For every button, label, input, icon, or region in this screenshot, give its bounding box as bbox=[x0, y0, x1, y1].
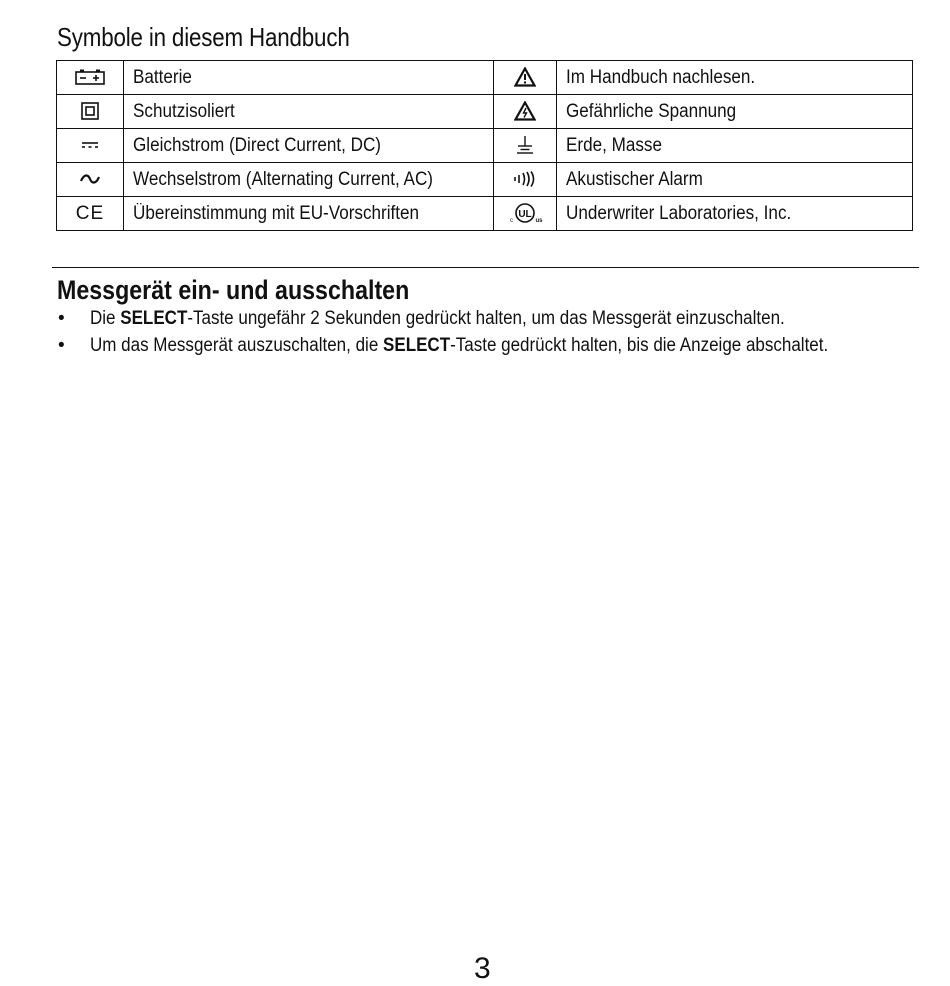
symbol-description: Gleichstrom (Direct Current, DC) bbox=[133, 134, 381, 156]
warning-triangle-icon bbox=[494, 61, 557, 95]
page-number: 3 bbox=[474, 952, 491, 985]
table-row bbox=[57, 129, 913, 163]
high-voltage-icon bbox=[494, 95, 557, 129]
ul-c-text: c bbox=[510, 218, 513, 225]
symbol-description: Akustischer Alarm bbox=[566, 168, 703, 190]
table-row bbox=[57, 197, 913, 231]
symbol-description: Wechselstrom (Alternating Current, AC) bbox=[133, 168, 433, 190]
symbol-description: Im Handbuch nachlesen. bbox=[566, 66, 756, 88]
symbol-description: Batterie bbox=[133, 66, 192, 88]
list-item-text bbox=[90, 308, 785, 330]
list-item-key: SELECT bbox=[383, 335, 451, 356]
ground-icon bbox=[494, 129, 557, 163]
section-heading: Messgerät ein- und ausschalten bbox=[57, 275, 410, 305]
symbol-description: Übereinstimmung mit EU-Vorschriften bbox=[133, 202, 420, 224]
ce-mark-icon bbox=[57, 197, 124, 231]
battery-icon bbox=[57, 61, 124, 95]
symbol-description: Underwriter Laboratories, Inc. bbox=[566, 202, 792, 224]
beeper-icon bbox=[494, 163, 557, 197]
ce-mark-text: CE bbox=[75, 202, 105, 224]
table-row bbox=[57, 163, 913, 197]
symbol-description: Gefährliche Spannung bbox=[566, 100, 737, 122]
list-item-pre: Die bbox=[90, 308, 121, 329]
list-item-key: SELECT bbox=[120, 308, 188, 329]
ul-us-text: us bbox=[535, 218, 543, 225]
table-row bbox=[57, 95, 913, 129]
section-divider bbox=[52, 267, 919, 268]
list-item-pre: Um das Messgerät auszuschalten, die bbox=[90, 335, 384, 356]
double-insulated-icon bbox=[57, 95, 124, 129]
page-title: Symbole in diesem Handbuch bbox=[57, 22, 350, 52]
list-item-text bbox=[90, 335, 828, 357]
symbols-table bbox=[56, 60, 913, 231]
ac-icon bbox=[57, 163, 124, 197]
symbol-description: Schutzisoliert bbox=[133, 100, 235, 122]
symbol-description: Erde, Masse bbox=[566, 134, 662, 156]
ul-mark-text: UL bbox=[518, 209, 532, 221]
list-item-post: -Taste ungefähr 2 Sekunden gedrückt halten, um das Messgerät einzuschalten. bbox=[187, 308, 785, 329]
ul-mark-icon bbox=[494, 197, 557, 231]
bullet-icon: • bbox=[58, 308, 65, 329]
list-item-post: -Taste gedrückt halten, bis die Anzeige abschaltet. bbox=[450, 335, 829, 356]
table-row bbox=[57, 61, 913, 95]
dc-icon bbox=[57, 129, 124, 163]
bullet-icon: • bbox=[58, 335, 65, 356]
